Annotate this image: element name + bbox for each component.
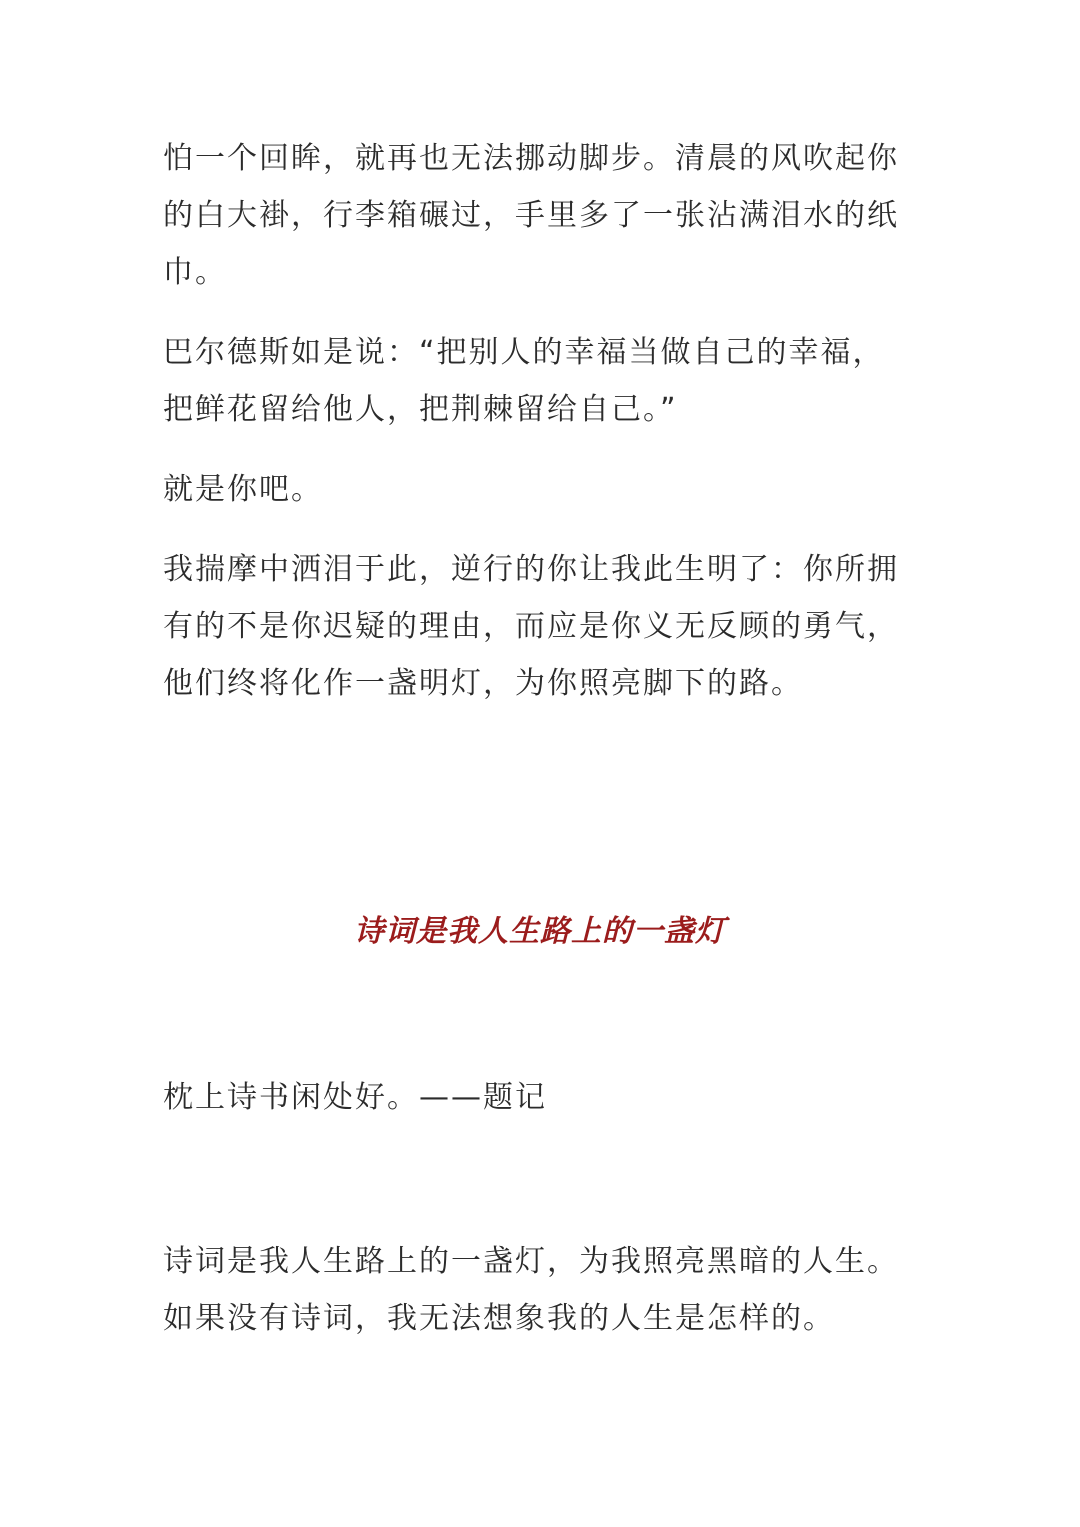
paragraph-farewell: 怕一个回眸，就再也无法挪动脚步。清晨的风吹起你 的白大褂，行李箱碾过，手里多了一张沾满泪水的纸 巾。: [163, 141, 899, 290]
paragraph-reflection: 我揣摩中洒泪于此，逆行的你让我此生明了：你所拥 有的不是你迟疑的理由，而应是你义无反顾的勇气， 他们终将化作一盏明灯，为你照亮脚下的路。: [163, 552, 899, 701]
epigraph: 枕上诗书闲处好。——题记: [163, 1080, 547, 1115]
paragraph-short: 就是你吧。: [163, 472, 323, 507]
section-title: 诗词是我人生路上的一盏灯: [354, 914, 726, 949]
paragraph-quote: 巴尔德斯如是说：“把别人的幸福当做自己的幸福， 把鲜花留给他人，把荆棘留给自己。”: [163, 335, 885, 427]
section-body-paragraph: 诗词是我人生路上的一盏灯，为我照亮黑暗的人生。 如果没有诗词，我无法想象我的人生是怎样的。: [163, 1244, 899, 1336]
article-body: [163, 130, 923, 712]
